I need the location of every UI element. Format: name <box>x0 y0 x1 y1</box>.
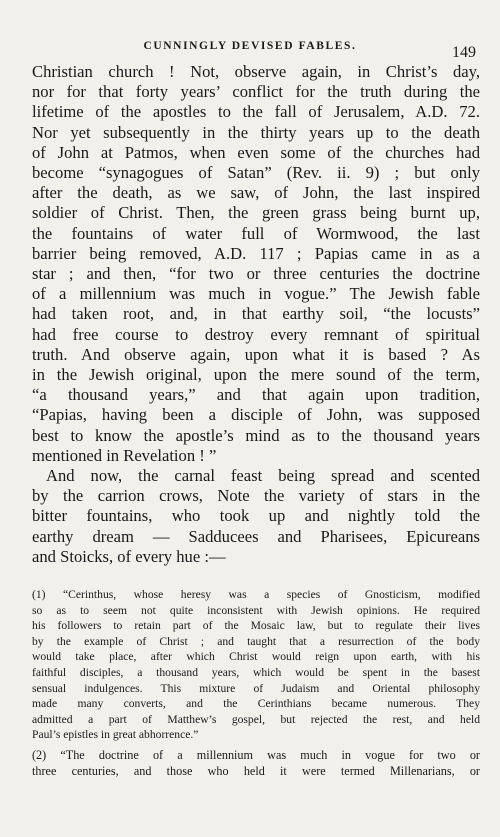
footnote-1 <box>32 587 480 743</box>
text-line: star ; and then, “for two or three centuries the doctrine <box>32 264 480 284</box>
text-line: would take place, after which Christ would reign upon earth, with his <box>32 650 480 664</box>
page-number: 149 <box>452 44 476 61</box>
text-line: earthy dream — Sadducees and Pharisees, Epicureans <box>32 526 480 546</box>
text-line: nor for that forty years’ conflict for the truth during the <box>32 82 480 102</box>
text-line: barrier being removed, A.D. 117 ; Papias came in as a <box>32 243 480 263</box>
text-line: by the example of Christ ; and taught that a resurrection of the body <box>32 634 480 648</box>
text-line: (1) “Cerinthus, whose heresy was a species of Gnosticism, modified <box>32 588 480 601</box>
paragraph-2 <box>32 466 480 567</box>
text-line: Paul’s epistles in great abhorrence.” <box>32 728 199 742</box>
text-line: of John at Patmos, when even some of the churches had <box>32 142 480 162</box>
text-line: three centuries, and those who held it were termed Millenarians, or <box>32 763 480 778</box>
text-line: best to know the apostle’s mind as to the thousand years <box>32 425 480 445</box>
text-line: mentioned in Revelation ! ” <box>32 445 217 465</box>
text-line: lifetime of the apostles to the fall of Jerusalem, A.D. 72. <box>32 102 480 122</box>
main-text <box>32 62 480 567</box>
paragraph-1 <box>32 62 480 466</box>
text-line: had taken root, and, in that earthy soil, “the locusts” <box>32 304 480 324</box>
text-line: the fountains of water full of Wormwood, the last <box>32 223 480 243</box>
text-line: “Papias, having been a disciple of John, was supposed <box>32 405 480 425</box>
running-head: CUNNINGLY DEVISED FABLES. <box>143 40 357 52</box>
text-line: and Stoicks, of every hue :— <box>32 546 226 566</box>
text-line: And now, the carnal feast being spread and scented <box>46 466 480 486</box>
text-line: sensual indulgences. This mixture of Judaism and Oriental philosophy <box>32 681 480 695</box>
text-line: had free course to destroy every remnant of spiritual <box>32 324 480 344</box>
text-line: become “synagogues of Satan” (Rev. ii. 9) ; but only <box>32 163 480 183</box>
text-line: by the carrion crows, Note the variety of stars in the <box>32 486 480 506</box>
text-line: “a thousand years,” and that again upon tradition, <box>32 385 480 405</box>
text-line: after the death, as we saw, of John, the last inspired <box>32 183 480 203</box>
text-line: faithful disciples, a thousand years, which would be spent in the basest <box>32 665 480 679</box>
text-line: so as to seem not quite inconsistent with Jewish opinions. He required <box>32 603 480 617</box>
text-line: made many converts, and the Cerinthians became numerous. They <box>32 697 480 711</box>
text-line: Nor yet subsequently in the thirty years up to the death <box>32 122 480 142</box>
footnotes <box>32 587 480 779</box>
text-line: his followers to retain part of the Mosaic law, but to regulate their lives <box>32 619 480 633</box>
text-line: truth. And observe again, upon what it is based ? As <box>32 344 480 364</box>
text-line: (2) “The doctrine of a millennium was much in vogue for two or <box>32 747 480 762</box>
text-line: in the Jewish original, upon the mere sound of the term, <box>32 365 480 385</box>
text-line: bitter fountains, who took up and nightly told the <box>32 506 480 526</box>
text-line: of a millennium was much in vogue.” The Jewish fable <box>32 284 480 304</box>
text-line: admitted a part of Matthew’s gospel, but rejected the rest, and held <box>32 712 480 726</box>
footnote-2 <box>32 747 480 779</box>
text-line: soldier of Christ. Then, the green grass being burnt up, <box>32 203 480 223</box>
text-line: Christian church ! Not, observe again, in Christ’s day, <box>32 62 480 81</box>
